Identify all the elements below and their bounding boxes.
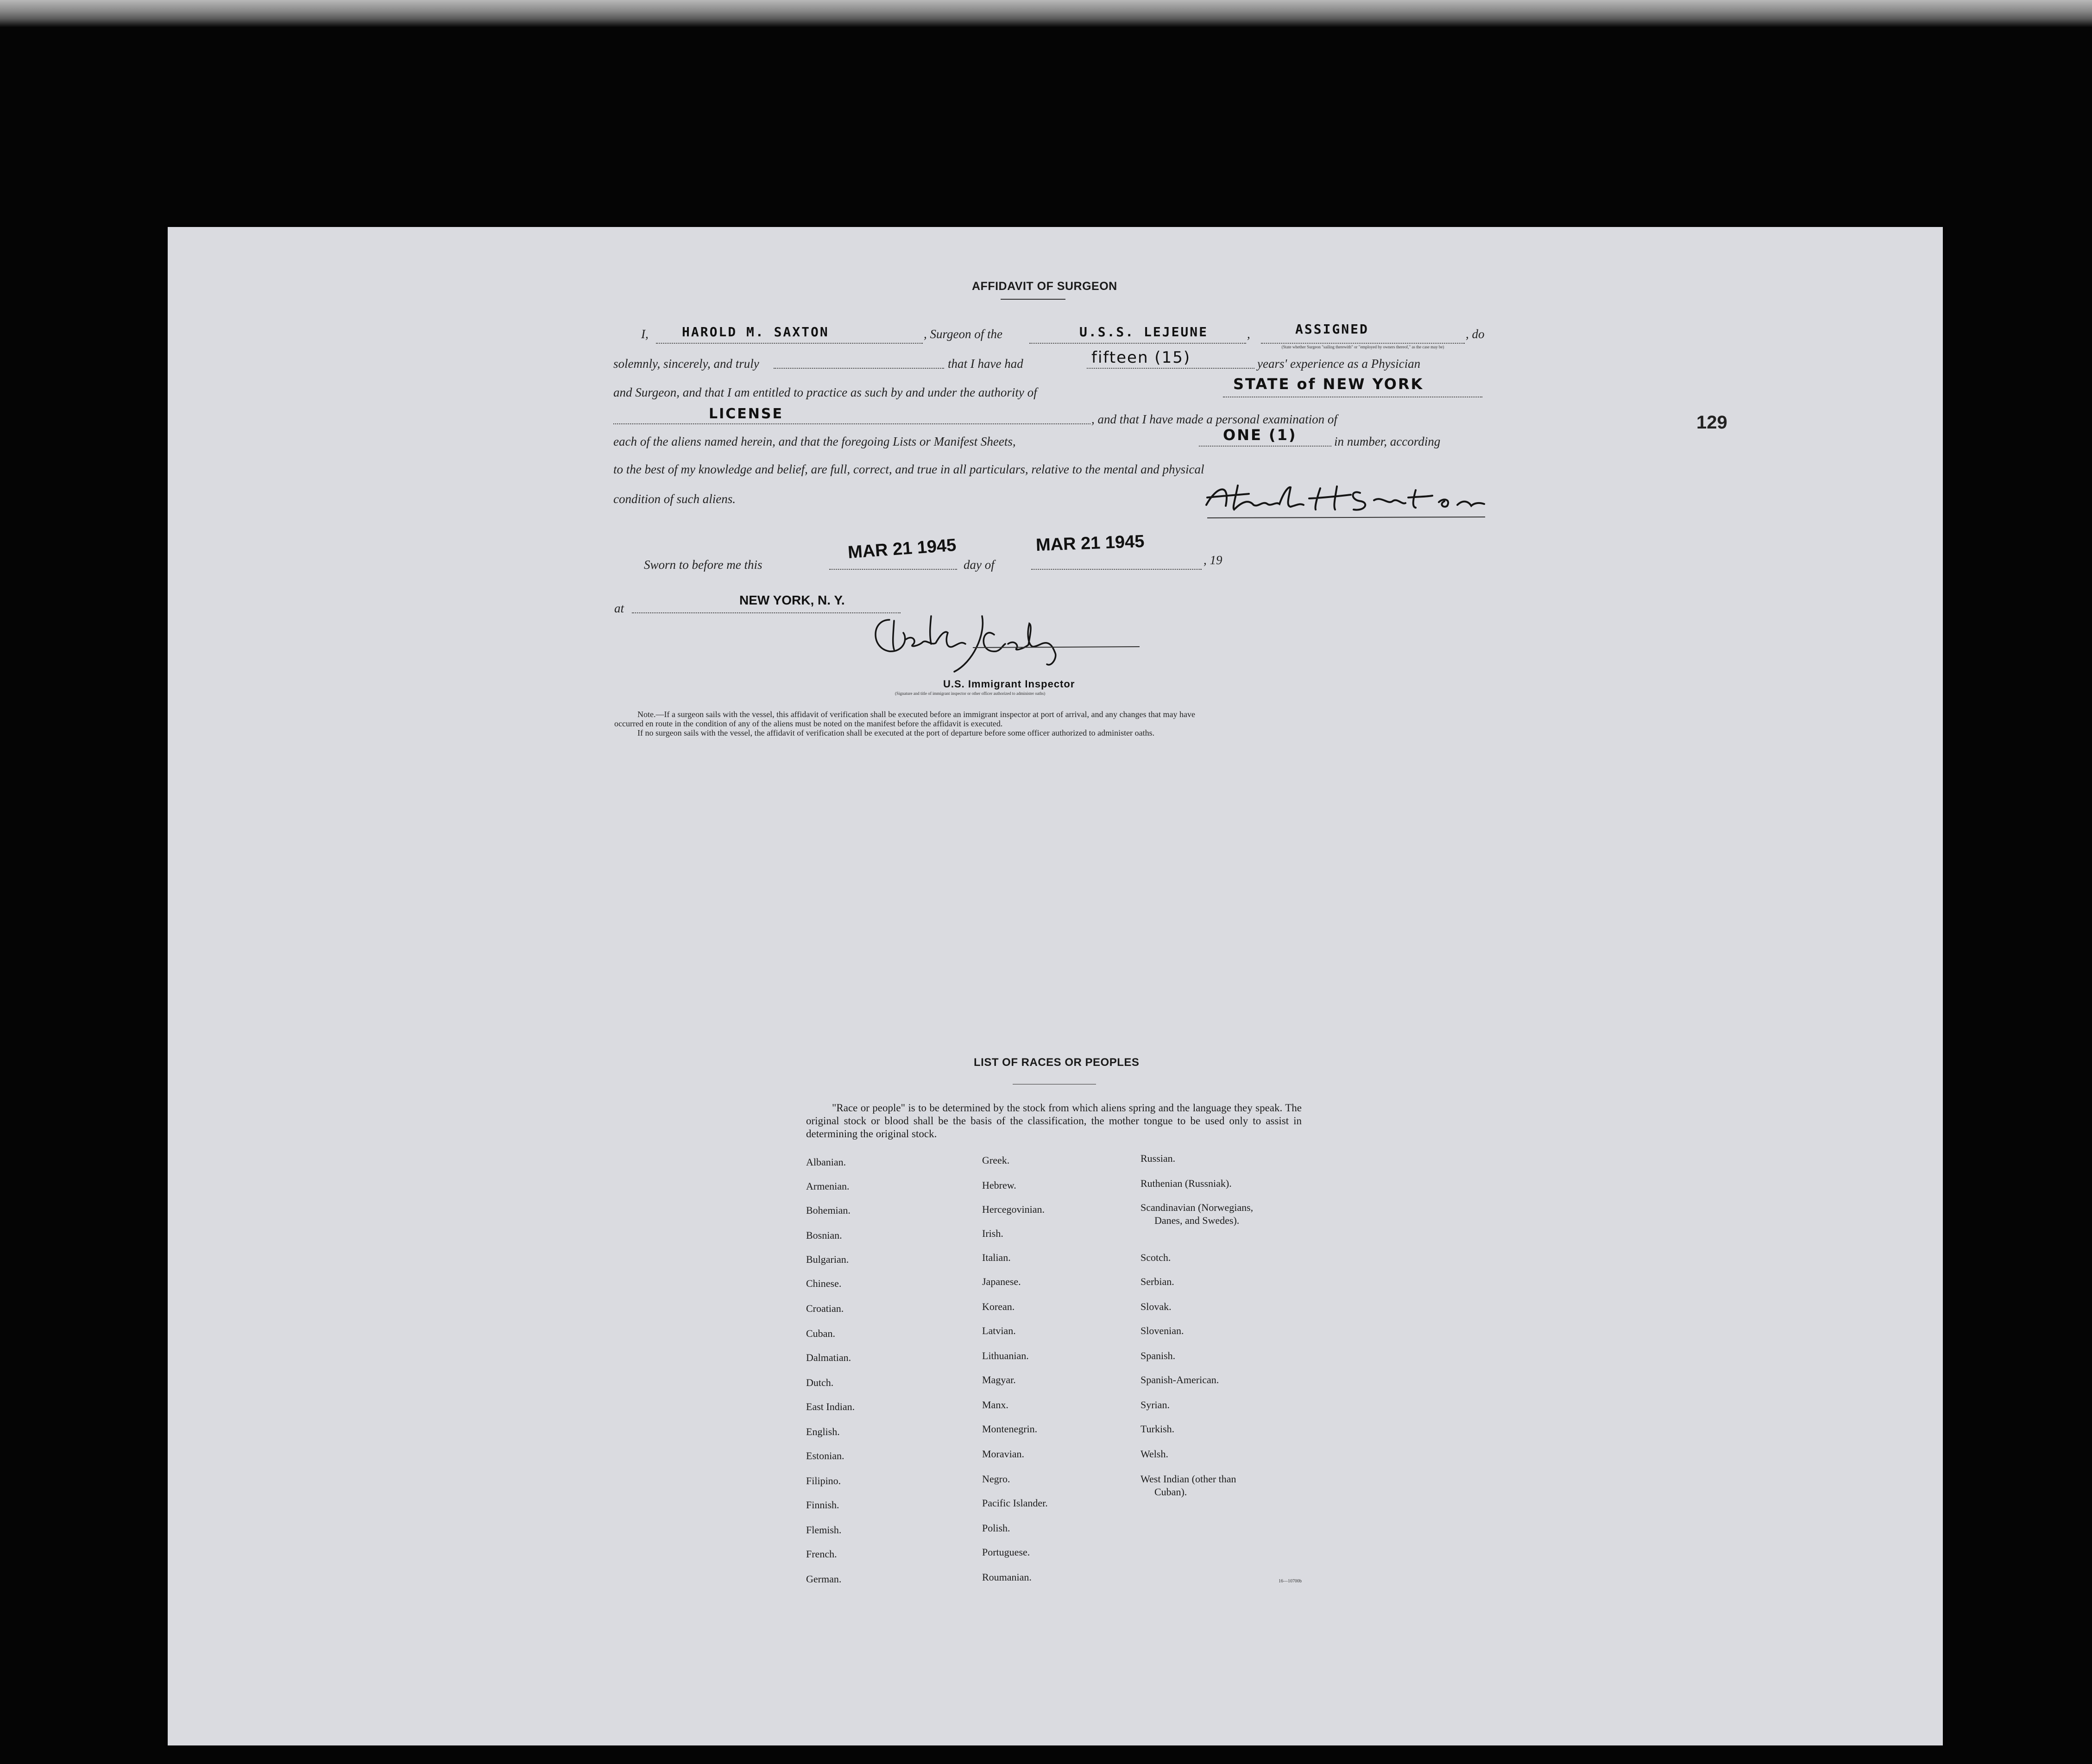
race-item: English. xyxy=(806,1426,840,1437)
place-stamp: NEW YORK, N. Y. xyxy=(739,593,845,607)
line7: condition of such aliens. xyxy=(613,492,736,506)
race-item: Turkish. xyxy=(1141,1423,1175,1435)
race-item: Latvian. xyxy=(982,1325,1016,1336)
race-item: Magyar. xyxy=(982,1374,1016,1386)
line4-end: , and that I have made a personal examination of xyxy=(1091,412,1337,426)
line3-start: and Surgeon, and that I am entitled to practice as such by and under the authority of xyxy=(613,385,1037,399)
race-item: Scandinavian (Norwegians, xyxy=(1141,1202,1254,1213)
race-item: East Indian. xyxy=(806,1401,855,1412)
race-item: Montenegrin. xyxy=(982,1423,1038,1435)
race-item: Ruthenian (Russniak). xyxy=(1141,1178,1232,1189)
years-experience: fifteen (15) xyxy=(1091,348,1191,367)
race-item: Korean. xyxy=(982,1301,1015,1312)
page-number: 129 xyxy=(1696,412,1727,433)
years-line xyxy=(1087,368,1254,369)
surgeon-name-line xyxy=(656,343,923,344)
place-line xyxy=(632,612,901,613)
status-hint: (State whether Surgeon "sailing therewith" or "employed by owners thereof," as the case may be) xyxy=(1281,345,1444,349)
race-item: Spanish-American. xyxy=(1141,1374,1219,1386)
race-item: Syrian. xyxy=(1141,1399,1170,1411)
race-item: Danes, and Swedes). xyxy=(1154,1215,1240,1226)
line6: to the best of my knowledge and belief, are full, correct, and true in all particulars, relative to the mental and physical xyxy=(613,462,1204,476)
inspector-title: U.S. Immigrant Inspector xyxy=(943,678,1075,690)
race-item: Italian. xyxy=(982,1252,1011,1263)
race-item: Hebrew. xyxy=(982,1179,1016,1191)
title-underline xyxy=(1001,299,1065,300)
sheets-count: ONE (1) xyxy=(1223,426,1297,444)
line5-end: in number, according xyxy=(1334,435,1441,448)
race-item: West Indian (other than xyxy=(1141,1473,1236,1485)
note-line-2: occurred en route in the condition of any of the aliens must be noted on the manifest before the affidavit is executed. xyxy=(614,719,1003,728)
line5-start: each of the aliens named herein, and that the foregoing Lists or Manifest Sheets, xyxy=(613,435,1016,448)
race-item: Serbian. xyxy=(1141,1276,1174,1287)
authority-2: LICENSE xyxy=(709,406,783,422)
race-item: Slovak. xyxy=(1141,1301,1172,1312)
race-item: Manx. xyxy=(982,1399,1008,1411)
sworn-label: Sworn to before me this xyxy=(644,558,762,572)
day-of-line xyxy=(1031,569,1202,570)
race-item: Lithuanian. xyxy=(982,1350,1029,1361)
race-item: Polish. xyxy=(982,1522,1010,1534)
race-item: Negro. xyxy=(982,1473,1010,1485)
race-item: Armenian. xyxy=(806,1180,850,1192)
race-item: Finnish. xyxy=(806,1499,839,1511)
race-item: Greek. xyxy=(982,1154,1010,1166)
races-title: LIST OF RACES OR PEOPLES xyxy=(974,1056,1140,1069)
race-item: Estonian. xyxy=(806,1450,844,1462)
race-item: French. xyxy=(806,1548,837,1560)
race-item: Bohemian. xyxy=(806,1204,851,1216)
at-label: at xyxy=(614,601,624,615)
race-item: Filipino. xyxy=(806,1475,841,1487)
comma-label: , xyxy=(1247,327,1250,341)
race-item: Scotch. xyxy=(1141,1252,1171,1263)
inspector-signature xyxy=(862,607,1149,676)
line2-mid: that I have had xyxy=(948,357,1023,371)
affidavit-title: AFFIDAVIT OF SURGEON xyxy=(972,280,1117,293)
race-item: Cuban). xyxy=(1154,1486,1187,1498)
surgeon-of-label: , Surgeon of the xyxy=(924,327,1002,341)
race-item: Welsh. xyxy=(1141,1448,1168,1460)
authority-line-2 xyxy=(613,423,1090,424)
race-item: Roumanian. xyxy=(982,1571,1032,1583)
line2-blank xyxy=(774,368,944,369)
do-label: , do xyxy=(1466,327,1485,341)
race-item: Slovenian. xyxy=(1141,1325,1184,1336)
race-item: Albanian. xyxy=(806,1156,846,1168)
race-item: Chinese. xyxy=(806,1278,842,1289)
race-item: Portuguese. xyxy=(982,1546,1030,1558)
surgeon-name: HAROLD M. SAXTON xyxy=(682,324,829,340)
sheets-line xyxy=(1199,446,1331,447)
race-item: Spanish. xyxy=(1141,1350,1176,1361)
inspector-hint: (Signature and title of immigrant inspector or other officer authorized to administer oaths) xyxy=(895,691,1046,696)
race-item: Irish. xyxy=(982,1228,1003,1239)
sworn-date-line xyxy=(829,569,957,570)
race-item: Russian. xyxy=(1141,1153,1176,1164)
race-item: Pacific Islander. xyxy=(982,1497,1048,1509)
race-item: Moravian. xyxy=(982,1448,1025,1460)
race-item: Bosnian. xyxy=(806,1229,842,1241)
day-of-label: day of xyxy=(964,558,995,572)
i-label: I, xyxy=(641,327,649,341)
races-intro: "Race or people" is to be determined by the stock from which aliens spring and the language they speak. The original stock or blood shall be the basis of the classification, the mother tongue to be used only to assist in determining the original stock. xyxy=(806,1102,1302,1140)
surgeon-status: ASSIGNED xyxy=(1295,321,1369,337)
document-page xyxy=(168,227,1943,1745)
form-number: 16—10700b xyxy=(1279,1579,1302,1584)
line2-start: solemnly, sincerely, and truly xyxy=(613,357,759,371)
note-line-1: Note.—If a surgeon sails with the vessel, this affidavit of verification shall be executed before an immigrant inspector at port of arrival, and any changes that may have xyxy=(637,710,1195,719)
race-item: Cuban. xyxy=(806,1328,835,1339)
vessel-name: U.S.S. LEJEUNE xyxy=(1079,324,1209,340)
race-item: Dutch. xyxy=(806,1377,834,1388)
authority: STATE of NEW YORK xyxy=(1233,375,1424,393)
race-item: Bulgarian. xyxy=(806,1254,849,1265)
race-item: Japanese. xyxy=(982,1276,1021,1287)
race-item: Dalmatian. xyxy=(806,1352,851,1363)
day-of-stamp: MAR 21 1945 xyxy=(1035,531,1145,555)
inspector-signature-graphic xyxy=(862,607,1149,676)
film-strip-edge xyxy=(0,0,2092,27)
race-item: Hercegovinian. xyxy=(982,1203,1045,1215)
year-label: , 19 xyxy=(1204,553,1222,567)
surgeon-signature-graphic xyxy=(1198,477,1494,522)
note-line-3: If no surgeon sails with the vessel, the affidavit of verification shall be executed at the port of departure before some officer authorized to administer oaths. xyxy=(637,728,1155,737)
surgeon-signature xyxy=(1198,477,1494,522)
sworn-date-stamp: MAR 21 1945 xyxy=(847,535,957,563)
line2-end: years' experience as a Physician xyxy=(1257,357,1421,371)
race-item: Flemish. xyxy=(806,1524,842,1536)
race-item: Croatian. xyxy=(806,1303,844,1314)
status-line xyxy=(1261,343,1465,344)
race-item: German. xyxy=(806,1573,842,1585)
vessel-line xyxy=(1029,343,1246,344)
